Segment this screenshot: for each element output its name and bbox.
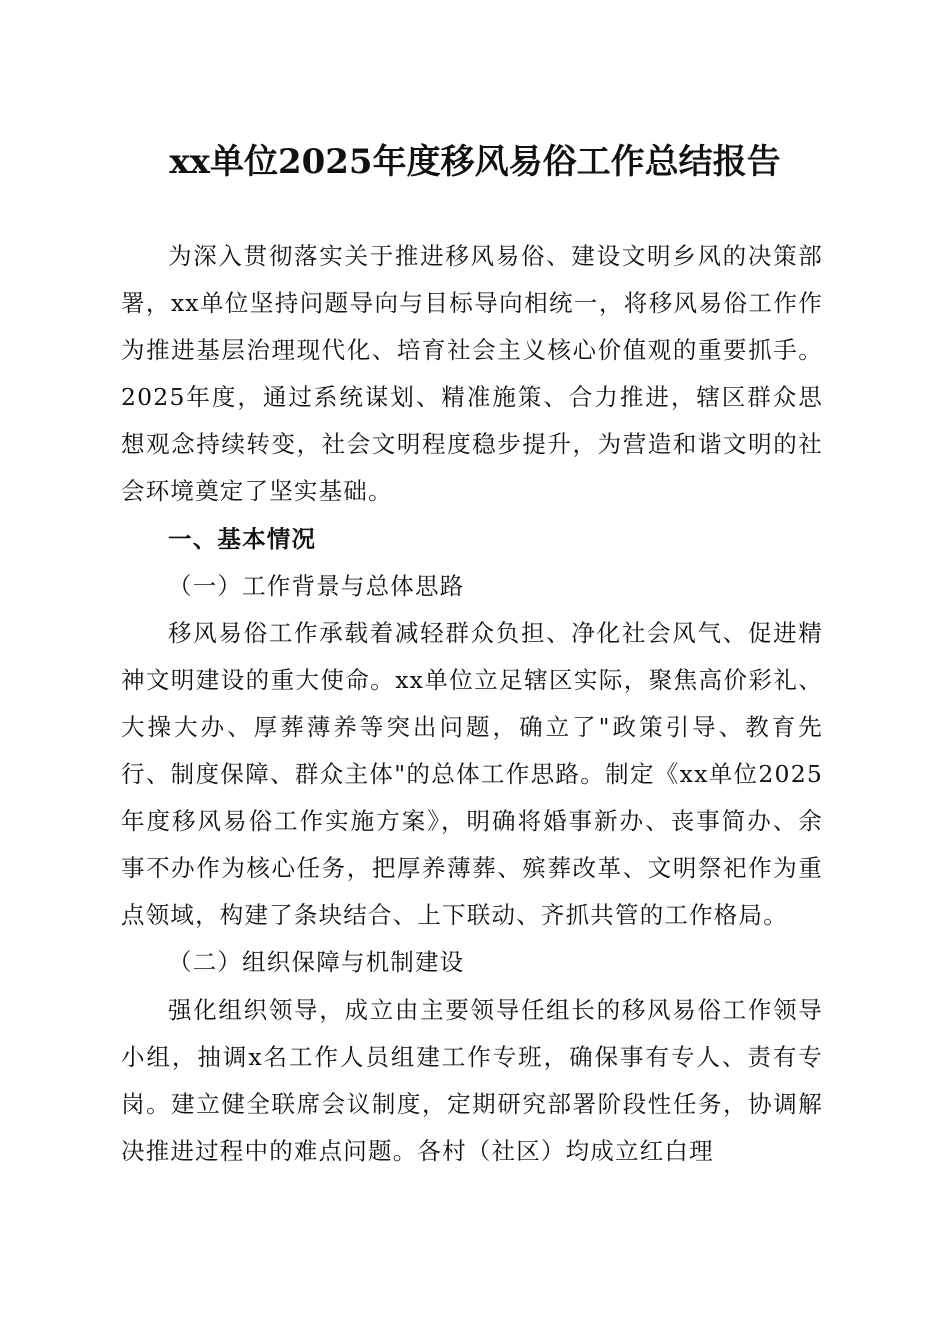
- background-paragraph: 移风易俗工作承载着减轻群众负担、净化社会风气、促进精神文明建设的重大使命。xx单位立足辖区实际，聚焦高价彩礼、大操大办、厚葬薄养等突出问题，确立了"政策引导、教育先行、制度保障、群众主体"的总体工作思路。制定《xx单位2025年度移风易俗工作实施方案》，明确将婚事新办、丧事简办、余事不办作为核心任务，把厚养薄葬、殡葬改革、文明祭祀作为重点领域，构建了条块结合、上下联动、齐抓共管的工作格局。: [121, 618, 823, 930]
- subsection-heading-organization: （二）组织保障与机制建设: [168, 948, 465, 977]
- section-heading-basic-situation: 一、基本情况: [168, 524, 317, 553]
- intro-paragraph: 为深入贯彻落实关于推进移风易俗、建设文明乡风的决策部署，xx单位坚持问题导向与目标导向相统一，将移风易俗工作作为推进基层治理现代化、培育社会主义核心价值观的重要抓手。2025年度，通过系统谋划、精准施策、合力推进，辖区群众思想观念持续转变，社会文明程度稳步提升，为营造和谐文明的社会环境奠定了坚实基础。: [121, 242, 823, 506]
- document-title: xx单位2025年度移风易俗工作总结报告: [169, 142, 781, 182]
- subsection-heading-background: （一）工作背景与总体思路: [168, 571, 465, 600]
- document-body: [121, 233, 823, 1175]
- organization-paragraph: 强化组织领导，成立由主要领导任组长的移风易俗工作领导小组，抽调x名工作人员组建工作专班，确保事有专人、责有专岗。建立健全联席会议制度，定期研究部署阶段性任务，协调解决推进过程中的难点问题。各村（社区）均成立红白理: [121, 995, 823, 1165]
